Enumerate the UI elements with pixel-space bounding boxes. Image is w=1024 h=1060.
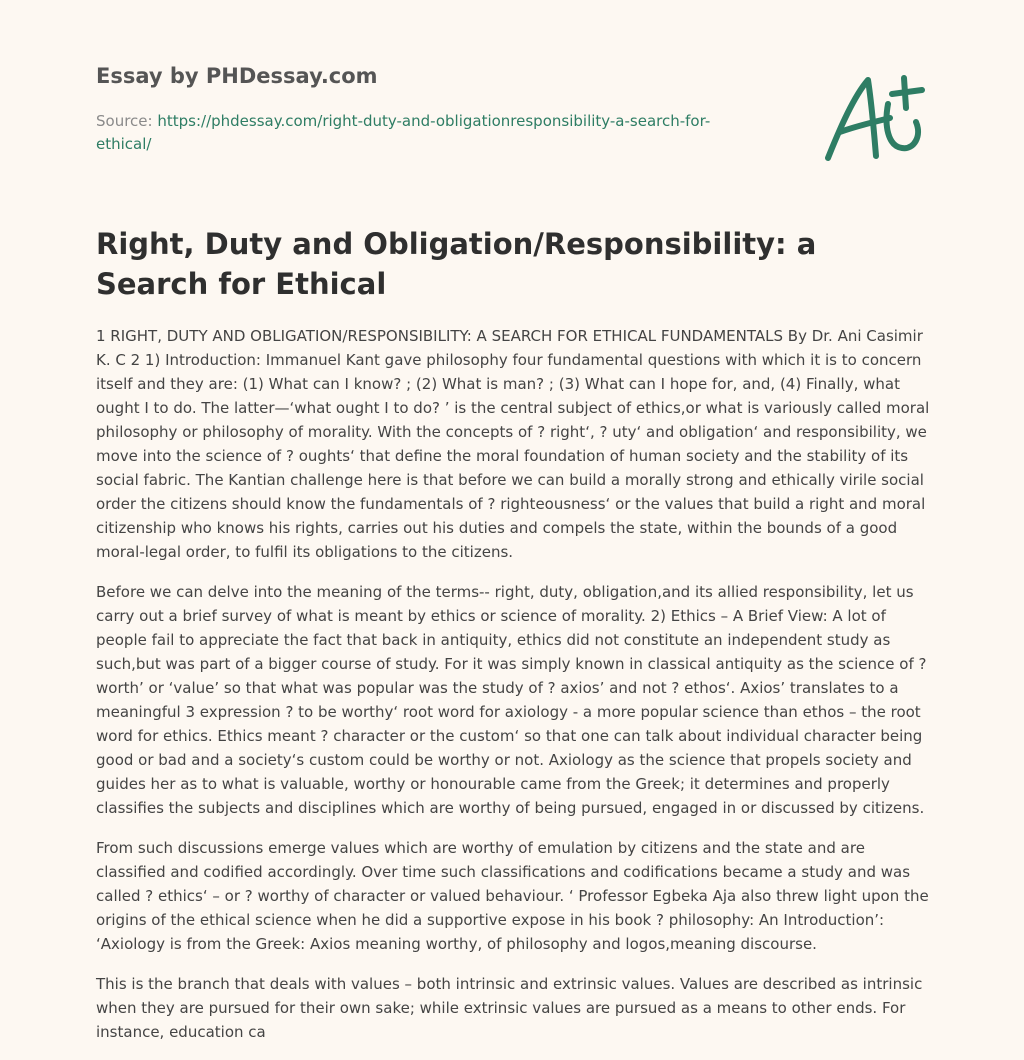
paragraph: From such discussions emerge values which are worthy of emulation by citizens and the state and are classified and codified accordingly. Over time such classifications and codifications became a study and was called ? ethics‘ – or ? worthy of character or valued behaviour. ‘ Professor Egbeka Aja also threw light upon the origins of the ethical science when he did a supportive expose in his book ? philosophy: An Introduction’: ‘Axiology is from the Greek: Axios meaning worthy, of philosophy and logos,meaning discourse. [96, 839, 929, 953]
source-label: Source: [96, 112, 153, 130]
paragraph: 1 RIGHT, DUTY AND OBLIGATION/RESPONSIBILITY: A SEARCH FOR ETHICAL FUNDAMENTALS By Dr. Ani Casimir K. C 2 1) Introduction: Immanuel Kant gave philosophy four fundamental questions with which it is to concern itself and they are: (1) What can I know? ; (2) What is man? ; (3) What can I hope for, and, (4) Finally, what ought I to do. The latter—‘what ought I to do? ’ is the central subject of ethics,or what is variously called moral philosophy or philosophy of morality. With the concepts of ? right‘, ? uty‘ and obligation‘ and responsibility, we move into the science of ? oughts‘ that define the moral foundation of human society and the stability of its social fabric. The Kantian challenge here is that before we can build a morally strong and ethically virile social order the citizens should know the fundamentals of ? righteousness‘ or the values that build a right and moral citizenship who knows his rights, carries out his duties and compels the state, within the bounds of a good moral-legal order, to fulfil its obligations to the citizens. [96, 327, 930, 561]
a-plus-grade-icon [818, 66, 936, 166]
site-brand: Essay by PHDessay.com [96, 64, 378, 88]
article-body [96, 324, 931, 1060]
article-title: Right, Duty and Obligation/Responsibility: a Search for Ethical [96, 227, 817, 301]
paragraph: Before we can delve into the meaning of the terms-- right, duty, obligation,and its allied responsibility, let us carry out a brief survey of what is meant by ethics or science of morality. 2) Ethics – A Brief View: A lot of people fail to appreciate the fact that back in antiquity, ethics did not constitute an independent study as such,but was part of a bigger course of study. For it was simply known in classical antiquity as the science of ? worth’ or ‘value’ so that what was popular was the study of ? axios’ and not ? ethos‘. Axios’ translates to a meaningful 3 expression ? to be worthy‘ root word for axiology - a more popular science than ethos – the root word for ethics. Ethics meant ? character or the custom‘ so that one can talk about individual character being good or bad and a society‘s custom could be worthy or not. Axiology as the science that propels society and guides her as to what is valuable, worthy or honourable came from the Greek; it determines and properly classifies the subjects and disciplines which are worthy of being pursued, engaged in or discussed by citizens. [96, 583, 927, 817]
paragraph: This is the branch that deals with values – both intrinsic and extrinsic values. Values are described as intrinsic when they are pursued for their own sake; while extrinsic values are pursued as a means to other ends. For instance, education ca [96, 975, 923, 1041]
source-line [96, 110, 736, 156]
source-link[interactable]: https://phdessay.com/right-duty-and-obligationresponsibility-a-search-for-ethical/ [96, 112, 711, 153]
